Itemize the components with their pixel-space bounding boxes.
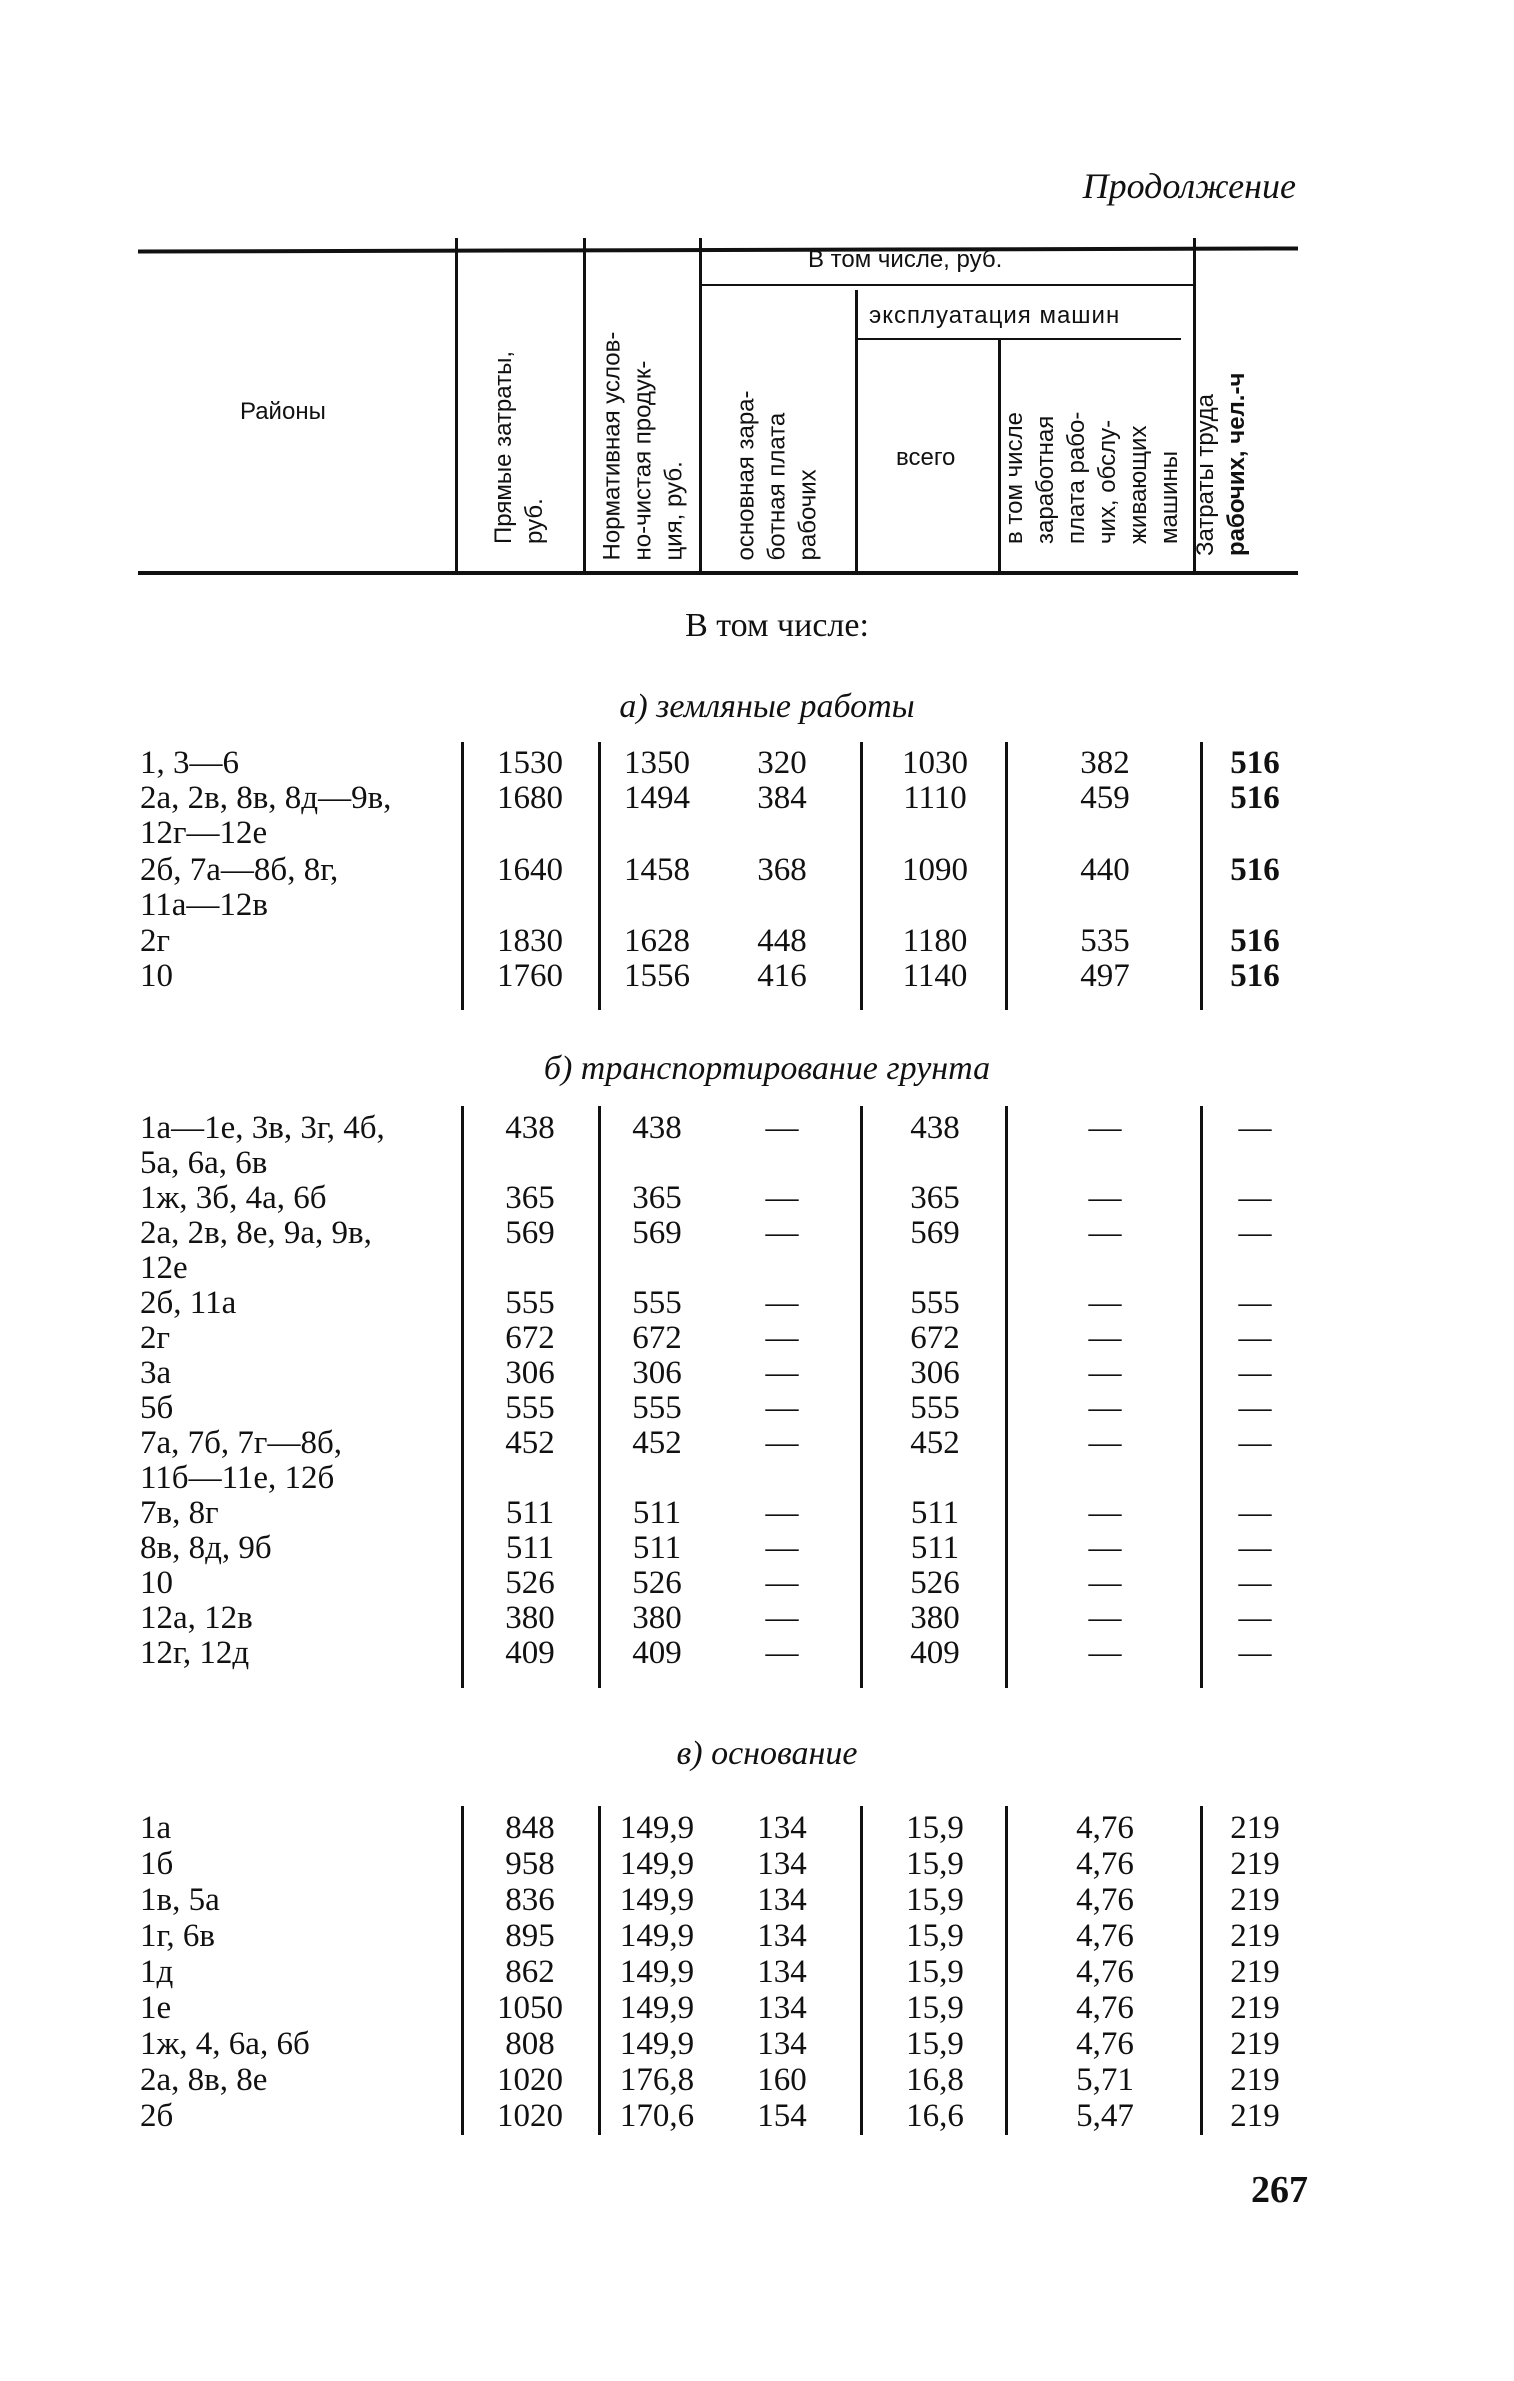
value-cell: 219 <box>1230 1882 1280 1918</box>
value-cell: 306 <box>505 1355 555 1391</box>
value-cell: 409 <box>505 1635 555 1671</box>
value-cell: 511 <box>505 1530 555 1566</box>
value-cell: 4,76 <box>1076 1810 1134 1846</box>
district-cell: 1б <box>140 1846 174 1882</box>
table-row <box>0 815 1514 851</box>
value-cell: 516 <box>1230 923 1280 959</box>
district-cell: 2а, 8в, 8е <box>140 2062 268 2098</box>
value-cell: 555 <box>632 1390 682 1426</box>
value-cell: 15,9 <box>906 1954 964 1990</box>
table-row <box>0 1918 1514 1954</box>
value-cell: 452 <box>505 1425 555 1461</box>
value-cell: — <box>1088 1285 1122 1321</box>
value-cell: — <box>1088 1425 1122 1461</box>
value-cell: 438 <box>910 1110 960 1146</box>
header-incl-wage: в том числе заработная плата рабо- чих, обслу- живающих машины <box>1001 411 1183 544</box>
table-row <box>0 1810 1514 1846</box>
value-cell: 134 <box>757 1846 807 1882</box>
value-cell: — <box>765 1390 799 1426</box>
value-cell: 1180 <box>902 923 968 959</box>
value-cell: 1090 <box>902 852 968 888</box>
table-row <box>0 2062 1514 2098</box>
value-cell: 1110 <box>903 780 967 816</box>
district-cell: 1г, 6в <box>140 1918 215 1954</box>
district-cell: 2б, 7а—8б, 8г, <box>140 852 339 888</box>
value-cell: 1458 <box>624 852 690 888</box>
value-cell: 15,9 <box>906 1918 964 1954</box>
header-top-rule <box>138 246 1298 253</box>
district-cell: 1, 3—6 <box>140 745 239 781</box>
value-cell: 497 <box>1080 958 1130 994</box>
value-cell: 459 <box>1080 780 1130 816</box>
table-row <box>0 1882 1514 1918</box>
table-row <box>0 1635 1514 1671</box>
value-cell: — <box>765 1600 799 1636</box>
district-cell: 12г—12е <box>140 815 268 851</box>
district-cell: 1а <box>140 1810 172 1846</box>
district-cell: 5б <box>140 1390 174 1426</box>
value-cell: 149,9 <box>619 1846 695 1882</box>
value-cell: 452 <box>910 1425 960 1461</box>
value-cell: 15,9 <box>906 1990 964 2026</box>
value-cell: 569 <box>632 1215 682 1251</box>
value-cell: 862 <box>505 1954 555 1990</box>
section-title: б) транспортирование грунта <box>543 1050 991 1087</box>
district-cell: 2а, 2в, 8е, 9а, 9в, <box>140 1215 372 1251</box>
table-row <box>0 1110 1514 1146</box>
value-cell: 672 <box>910 1320 960 1356</box>
value-cell: 672 <box>505 1320 555 1356</box>
value-cell: 134 <box>757 1954 807 1990</box>
table-row <box>0 1355 1514 1391</box>
header-including: В том числе, руб. <box>808 246 1003 273</box>
value-cell: — <box>765 1215 799 1251</box>
value-cell: 380 <box>632 1600 682 1636</box>
value-cell: 511 <box>505 1495 555 1531</box>
value-cell: 4,76 <box>1076 1846 1134 1882</box>
value-cell: 380 <box>505 1600 555 1636</box>
value-cell: 219 <box>1230 1954 1280 1990</box>
value-cell: 1640 <box>497 852 563 888</box>
value-cell: 15,9 <box>906 1810 964 1846</box>
header-labor: Затраты труда рабочих, чел.-ч <box>1192 372 1250 556</box>
value-cell: 384 <box>757 780 807 816</box>
value-cell: 511 <box>910 1530 960 1566</box>
value-cell: 416 <box>757 958 807 994</box>
table-row <box>0 1495 1514 1531</box>
value-cell: 4,76 <box>1076 2026 1134 2062</box>
value-cell: 365 <box>632 1180 682 1216</box>
value-cell: 219 <box>1230 1846 1280 1882</box>
district-cell: 12г, 12д <box>140 1635 250 1671</box>
table-row <box>0 1990 1514 2026</box>
value-cell: 15,9 <box>906 1882 964 1918</box>
value-cell: — <box>1238 1320 1272 1356</box>
value-cell: 1494 <box>624 780 690 816</box>
value-cell: 134 <box>757 1918 807 1954</box>
value-cell: 219 <box>1230 1918 1280 1954</box>
value-cell: — <box>1088 1110 1122 1146</box>
value-cell: 365 <box>910 1180 960 1216</box>
district-cell: 5а, 6а, 6в <box>140 1145 268 1181</box>
value-cell: 176,8 <box>619 2062 695 2098</box>
value-cell: 149,9 <box>619 1990 695 2026</box>
header-sep-1 <box>455 238 458 571</box>
value-cell: 15,9 <box>906 1846 964 1882</box>
table-row <box>0 745 1514 781</box>
header-direct-costs: Прямые затраты, руб. <box>490 351 548 544</box>
value-cell: 320 <box>757 745 807 781</box>
value-cell: 306 <box>632 1355 682 1391</box>
value-cell: 16,8 <box>906 2062 964 2098</box>
value-cell: 380 <box>910 1600 960 1636</box>
district-cell: 7в, 8г <box>140 1495 219 1531</box>
district-cell: 10 <box>140 1565 173 1601</box>
value-cell: — <box>1238 1530 1272 1566</box>
value-cell: 4,76 <box>1076 1882 1134 1918</box>
value-cell: — <box>765 1355 799 1391</box>
value-cell: 1556 <box>624 958 690 994</box>
district-cell: 3а <box>140 1355 172 1391</box>
table-row <box>0 1846 1514 1882</box>
header-bottom-rule <box>138 571 1298 575</box>
value-cell: — <box>1088 1495 1122 1531</box>
value-cell: 1628 <box>624 923 690 959</box>
value-cell: 149,9 <box>619 1810 695 1846</box>
table-row <box>0 1390 1514 1426</box>
value-cell: 382 <box>1080 745 1130 781</box>
table-row <box>0 1180 1514 1216</box>
table-row <box>0 1285 1514 1321</box>
continuation-label: Продолжение <box>1082 166 1296 206</box>
district-cell: 11б—11е, 12б <box>140 1460 335 1496</box>
value-cell: 438 <box>505 1110 555 1146</box>
header-sep-2 <box>583 238 586 571</box>
district-cell: 1ж, 4, 6а, 6б <box>140 2026 310 2062</box>
value-cell: 365 <box>505 1180 555 1216</box>
district-cell: 1а—1е, 3в, 3г, 4б, <box>140 1110 385 1146</box>
value-cell: — <box>1238 1390 1272 1426</box>
table-row <box>0 1320 1514 1356</box>
value-cell: 134 <box>757 2026 807 2062</box>
value-cell: 555 <box>910 1390 960 1426</box>
value-cell: 895 <box>505 1918 555 1954</box>
value-cell: 1530 <box>497 745 563 781</box>
value-cell: 448 <box>757 923 807 959</box>
value-cell: 526 <box>910 1565 960 1601</box>
value-cell: 438 <box>632 1110 682 1146</box>
value-cell: 1140 <box>902 958 968 994</box>
value-cell: — <box>1088 1635 1122 1671</box>
value-cell: 4,76 <box>1076 1954 1134 1990</box>
intro-text: В том числе: <box>685 607 869 644</box>
table-row <box>0 1250 1514 1286</box>
value-cell: 219 <box>1230 2098 1280 2134</box>
table-row <box>0 1565 1514 1601</box>
value-cell: 134 <box>757 1990 807 2026</box>
value-cell: 555 <box>632 1285 682 1321</box>
value-cell: 409 <box>632 1635 682 1671</box>
district-cell: 8в, 8д, 9б <box>140 1530 272 1566</box>
value-cell: — <box>1088 1565 1122 1601</box>
header-sep-3 <box>699 238 702 571</box>
value-cell: 526 <box>505 1565 555 1601</box>
value-cell: 1020 <box>497 2098 563 2134</box>
table-row <box>0 1460 1514 1496</box>
value-cell: 1830 <box>497 923 563 959</box>
value-cell: 16,6 <box>906 2098 964 2134</box>
header-machine-operation: эксплуатация машин <box>869 302 1121 329</box>
section-title: а) земляные работы <box>619 688 915 725</box>
value-cell: 1760 <box>497 958 563 994</box>
value-cell: — <box>1088 1215 1122 1251</box>
value-cell: 149,9 <box>619 1882 695 1918</box>
table-row <box>0 1215 1514 1251</box>
value-cell: 836 <box>505 1882 555 1918</box>
value-cell: 1680 <box>497 780 563 816</box>
table-row <box>0 1530 1514 1566</box>
value-cell: 160 <box>757 2062 807 2098</box>
value-cell: 958 <box>505 1846 555 1882</box>
header-hsep-1 <box>700 284 1193 286</box>
value-cell: — <box>1238 1110 1272 1146</box>
value-cell: 134 <box>757 1810 807 1846</box>
district-cell: 2а, 2в, 8в, 8д—9в, <box>140 780 392 816</box>
value-cell: 516 <box>1230 852 1280 888</box>
table-row <box>0 958 1514 994</box>
value-cell: — <box>1088 1390 1122 1426</box>
value-cell: 4,76 <box>1076 1990 1134 2026</box>
value-cell: — <box>1088 1320 1122 1356</box>
value-cell: — <box>765 1180 799 1216</box>
header-base-wage: основная зара- ботная плата рабочих <box>732 390 822 561</box>
district-cell: 2б, 11а <box>140 1285 237 1321</box>
header-sep-4 <box>855 290 858 571</box>
value-cell: — <box>765 1495 799 1531</box>
value-cell: 511 <box>910 1495 960 1531</box>
value-cell: 219 <box>1230 2062 1280 2098</box>
value-cell: 219 <box>1230 1990 1280 2026</box>
value-cell: 219 <box>1230 1810 1280 1846</box>
table-row <box>0 780 1514 816</box>
value-cell: 555 <box>910 1285 960 1321</box>
district-cell: 2г <box>140 923 171 959</box>
district-cell: 12е <box>140 1250 188 1286</box>
table-row <box>0 923 1514 959</box>
value-cell: 149,9 <box>619 1954 695 1990</box>
value-cell: — <box>1088 1180 1122 1216</box>
table-row <box>0 1425 1514 1461</box>
district-cell: 2г <box>140 1320 171 1356</box>
district-cell: 10 <box>140 958 173 994</box>
value-cell: — <box>1238 1635 1272 1671</box>
value-cell: 569 <box>910 1215 960 1251</box>
district-cell: 11а—12в <box>140 887 269 923</box>
value-cell: — <box>1238 1215 1272 1251</box>
table-row <box>0 887 1514 923</box>
district-cell: 2б <box>140 2098 174 2134</box>
value-cell: — <box>1088 1355 1122 1391</box>
value-cell: — <box>1238 1425 1272 1461</box>
value-cell: — <box>765 1425 799 1461</box>
value-cell: — <box>765 1110 799 1146</box>
value-cell: 170,6 <box>619 2098 695 2134</box>
value-cell: 1350 <box>624 745 690 781</box>
value-cell: — <box>1238 1600 1272 1636</box>
value-cell: — <box>1238 1285 1272 1321</box>
header-districts: Районы <box>240 398 326 425</box>
value-cell: — <box>765 1530 799 1566</box>
value-cell: 452 <box>632 1425 682 1461</box>
value-cell: — <box>1238 1180 1272 1216</box>
value-cell: 154 <box>757 2098 807 2134</box>
table-row <box>0 852 1514 888</box>
value-cell: 149,9 <box>619 1918 695 1954</box>
district-cell: 12а, 12в <box>140 1600 253 1636</box>
table-row <box>0 1600 1514 1636</box>
page-number: 267 <box>1251 2169 1308 2211</box>
table-row <box>0 2026 1514 2062</box>
value-cell: 535 <box>1080 923 1130 959</box>
value-cell: — <box>1238 1355 1272 1391</box>
table-row <box>0 1145 1514 1181</box>
value-cell: 15,9 <box>906 2026 964 2062</box>
value-cell: 5,47 <box>1076 2098 1134 2134</box>
value-cell: 149,9 <box>619 2026 695 2062</box>
value-cell: 848 <box>505 1810 555 1846</box>
value-cell: — <box>765 1285 799 1321</box>
value-cell: 555 <box>505 1285 555 1321</box>
value-cell: — <box>1238 1565 1272 1601</box>
district-cell: 1ж, 3б, 4а, 6б <box>140 1180 327 1216</box>
value-cell: — <box>765 1320 799 1356</box>
value-cell: 1050 <box>497 1990 563 2026</box>
value-cell: 555 <box>505 1390 555 1426</box>
header-total: всего <box>896 444 956 471</box>
value-cell: 1030 <box>902 745 968 781</box>
value-cell: — <box>765 1635 799 1671</box>
section-title: в) основание <box>676 1735 858 1772</box>
value-cell: 808 <box>505 2026 555 2062</box>
value-cell: 516 <box>1230 780 1280 816</box>
value-cell: 1020 <box>497 2062 563 2098</box>
value-cell: — <box>1238 1495 1272 1531</box>
table-row <box>0 1954 1514 1990</box>
district-cell: 1д <box>140 1954 174 1990</box>
district-cell: 7а, 7б, 7г—8б, <box>140 1425 343 1461</box>
value-cell: 440 <box>1080 852 1130 888</box>
value-cell: 368 <box>757 852 807 888</box>
value-cell: 672 <box>632 1320 682 1356</box>
value-cell: 5,71 <box>1076 2062 1134 2098</box>
value-cell: — <box>1088 1600 1122 1636</box>
value-cell: 511 <box>632 1495 682 1531</box>
value-cell: — <box>1088 1530 1122 1566</box>
district-cell: 1е <box>140 1990 172 2026</box>
value-cell: — <box>765 1565 799 1601</box>
value-cell: 409 <box>910 1635 960 1671</box>
value-cell: 134 <box>757 1882 807 1918</box>
value-cell: 219 <box>1230 2026 1280 2062</box>
value-cell: 306 <box>910 1355 960 1391</box>
value-cell: 4,76 <box>1076 1918 1134 1954</box>
value-cell: 569 <box>505 1215 555 1251</box>
value-cell: 526 <box>632 1565 682 1601</box>
value-cell: 516 <box>1230 745 1280 781</box>
value-cell: 511 <box>632 1530 682 1566</box>
header-normative-output: Нормативная услов- но-чистая продук- ция, руб. <box>598 331 688 561</box>
district-cell: 1в, 5а <box>140 1882 220 1918</box>
value-cell: 516 <box>1230 958 1280 994</box>
table-row <box>0 2098 1514 2134</box>
